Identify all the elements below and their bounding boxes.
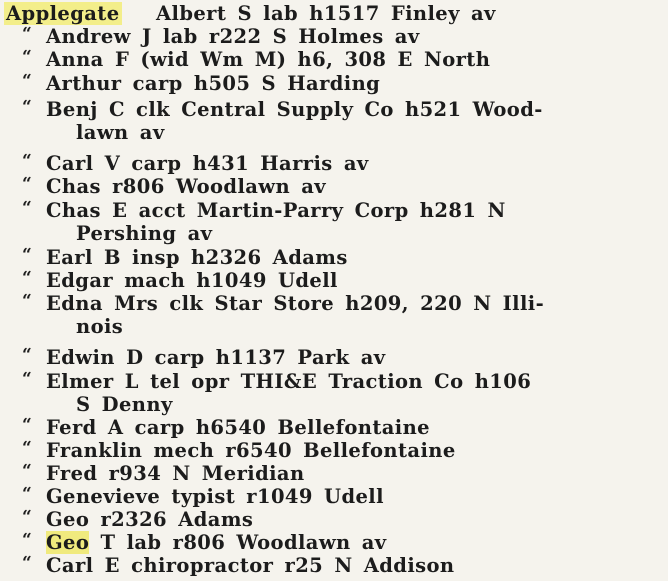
ditto-mark: “ [22,461,33,481]
entry-text: Anna F (wid Wm M) h6, 308 E North [46,48,491,71]
ditto-mark: “ [22,198,33,218]
entry-text: Chas r806 Woodlawn av [46,175,327,198]
ditto-mark: “ [22,24,33,44]
entry-text: Albert S lab h1517 Finley av [156,2,496,25]
entry-text: Andrew J lab r222 S Holmes av [46,25,420,48]
ditto-mark: “ [22,97,33,117]
surname-highlighted: Applegate [6,2,120,25]
entry-text: Edwin D carp h1137 Park av [46,346,386,369]
ditto-mark: “ [22,268,33,288]
ditto-mark: “ [22,71,33,91]
ditto-mark: “ [22,245,33,265]
entry-continuation: S Denny [76,393,173,416]
ditto-mark: “ [22,530,33,550]
entry-text: Elmer L tel opr THI&E Traction Co h106 [46,370,532,393]
entry-text: Carl V carp h431 Harris av [46,152,369,175]
ditto-mark: “ [22,415,33,435]
ditto-mark: “ [22,438,33,458]
entry-text: Chas E acct Martin-Parry Corp h281 N [46,199,506,222]
entry-text: Genevieve typist r1049 Udell [46,485,384,508]
entry-continuation: Pershing av [76,222,213,245]
entry-text: Ferd A carp h6540 Bellefontaine [46,416,430,439]
ditto-mark: “ [22,484,33,504]
entry-text: Benj C clk Central Supply Co h521 Wood- [46,98,543,121]
entry-text: Earl B insp h2326 Adams [46,246,348,269]
entry-text: Geo r2326 Adams [46,508,254,531]
ditto-mark: “ [22,345,33,365]
ditto-mark: “ [22,174,33,194]
entry-continuation: lawn av [76,121,165,144]
entry-text: Franklin mech r6540 Bellefontaine [46,439,456,462]
entry-text: Fred r934 N Meridian [46,462,305,485]
ditto-mark: “ [22,369,33,389]
entry-text: Arthur carp h505 S Harding [46,72,381,95]
entry-text: Geo T lab r806 Woodlawn av [46,531,387,554]
given-name-highlighted: Geo [46,531,90,554]
ditto-mark: “ [22,47,33,67]
entry-continuation: nois [76,315,124,338]
entry-text: Carl E chiropractor r25 N Addison [46,554,455,577]
ditto-mark: “ [22,151,33,171]
entry-text: Edgar mach h1049 Udell [46,269,338,292]
ditto-mark: “ [22,553,33,573]
ditto-mark: “ [22,507,33,527]
ditto-mark: “ [22,291,33,311]
entry-text: Edna Mrs clk Star Store h209, 220 N Illi- [46,292,545,315]
